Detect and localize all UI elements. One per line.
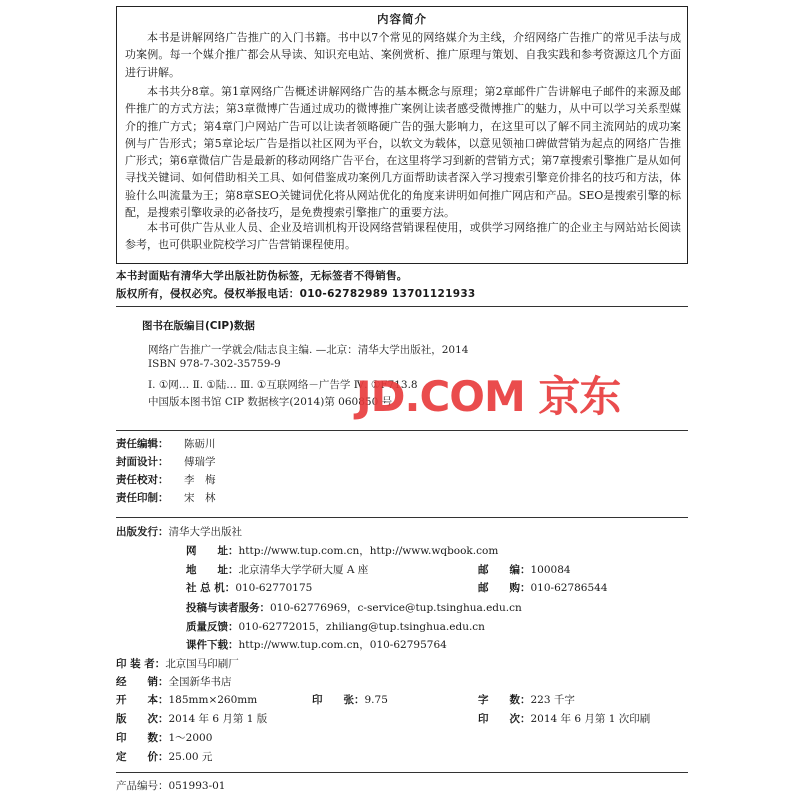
publisher-value: http://www.tup.com.cn，http://www.wqbook.com bbox=[238, 545, 499, 557]
production-label: 印 张： bbox=[312, 694, 365, 706]
divider bbox=[116, 772, 688, 773]
production-value: 223 千字 bbox=[530, 694, 575, 706]
publisher-label: 课件下载： bbox=[186, 639, 239, 651]
staff-label: 责任校对： bbox=[116, 474, 169, 486]
production-value: 2014 年 6 月第 1 版 bbox=[168, 713, 268, 725]
divider bbox=[116, 430, 688, 431]
publisher-value: 010-62776969，c-service@tup.tsinghua.edu.cn bbox=[270, 602, 522, 614]
staff-value: 宋 林 bbox=[184, 492, 216, 504]
publisher-issue bbox=[116, 524, 242, 539]
production-value: 185mm×260mm bbox=[168, 694, 258, 706]
publisher-label: 网 址： bbox=[186, 545, 239, 557]
publisher-label: 出版发行： bbox=[116, 526, 169, 538]
publisher-label: 投稿与读者服务： bbox=[186, 602, 270, 614]
copyright-notice: 版权所有，侵权必究。侵权举报电话：010-62782989 13701121933 bbox=[116, 288, 476, 300]
publisher-quality-feedback bbox=[186, 619, 485, 634]
staff-value: 陈砺川 bbox=[184, 438, 216, 450]
publisher-value: 010-62772015，zhiliang@tup.tsinghua.edu.cn bbox=[238, 621, 485, 633]
production-printing bbox=[478, 711, 650, 726]
staff-proofreader bbox=[116, 472, 216, 487]
publisher-label: 地 址： bbox=[186, 564, 239, 576]
product-code bbox=[116, 778, 226, 793]
cip-line-record: 中国版本图书馆 CIP 数据核字(2014)第 060850 号 bbox=[148, 396, 393, 408]
anti-counterfeit-notice: 本书封面贴有清华大学出版社防伪标签，无标签者不得销售。 bbox=[116, 270, 408, 282]
publisher-label: 邮 购： bbox=[478, 582, 531, 594]
product-code-label: 产品编号： bbox=[116, 780, 169, 792]
publisher-website bbox=[186, 543, 498, 558]
publisher-address bbox=[186, 562, 368, 577]
cip-title: 图书在版编目(CIP)数据 bbox=[142, 320, 255, 332]
publisher-label: 社 总 机： bbox=[186, 582, 236, 594]
production-format bbox=[116, 692, 257, 707]
cip-line-classification: Ⅰ. ①网… Ⅱ. ①陆… Ⅲ. ①互联网络－广告学 Ⅳ. ①F713.8 bbox=[148, 379, 418, 391]
summary-title: 内容简介 bbox=[377, 12, 427, 26]
publisher-label: 邮 编： bbox=[478, 564, 531, 576]
production-label: 开 本： bbox=[116, 694, 169, 706]
production-label: 字 数： bbox=[478, 694, 531, 706]
production-value: 25.00 元 bbox=[168, 751, 213, 763]
production-label: 经 销： bbox=[116, 676, 169, 688]
publisher-value: 010-62786544 bbox=[530, 582, 608, 594]
publisher-value: 北京清华大学学研大厦 A 座 bbox=[238, 564, 369, 576]
production-value: 2014 年 6 月第 1 次印刷 bbox=[530, 713, 651, 725]
publisher-switchboard bbox=[186, 580, 312, 595]
product-code-value: 051993-01 bbox=[168, 780, 226, 792]
summary-paragraph-1: 本书是讲解网络广告推广的入门书籍。书中以7个常见的网络媒介为主线，介绍网络广告推广的常见手法与成功案例。每一个媒介推广都会从导读、知识充电站、案例赏析、推广原理与策划、自我实践和参考资源这几个方面进行讲解。 bbox=[125, 31, 681, 79]
production-value: 北京国马印刷厂 bbox=[165, 658, 239, 670]
publisher-value: 100084 bbox=[530, 564, 571, 576]
summary-paragraph-3: 本书可供广告从业人员、企业及培训机构开设网络营销课程使用，或供学习网络推广的企业主与网站站长阅读参考，也可供职业院校学习广告营销课程使用。 bbox=[125, 221, 681, 252]
staff-value: 傅瑞学 bbox=[184, 456, 216, 468]
jd-watermark: JD.COM 京东 bbox=[356, 372, 621, 421]
publisher-value: http://www.tup.com.cn，010-62795764 bbox=[238, 639, 447, 651]
production-printer bbox=[116, 656, 239, 671]
production-label: 印 数： bbox=[116, 732, 169, 744]
production-price bbox=[116, 749, 212, 764]
publisher-value: 010-62770175 bbox=[235, 582, 313, 594]
production-label: 版 次： bbox=[116, 713, 169, 725]
summary-paragraph-2: 本书共分8章。第1章网络广告概述讲解网络广告的基本概念与原理；第2章邮件广告讲解电子邮件的来源及邮件推广的方式方法；第3章微博广告通过成功的微博推广案例让读者感受微博推广的魅力，从中可以学习关系型媒介的推广方式；第4章门户网站广告可以让读者领略硬广告的强大影响力，在这里可以了解不同主流网站的成功案例与广告形式；第5章论坛广告是指以社区网为平台，以软文为载体，以意见领袖口碑做营销为起点的网络广告推广形式；第6章微信广告是最新的移动网络广告平台，在这里将学习到新的营销方式；第7章搜索引擎推广是从如何寻找关键词、如何借助相关工具、如何借鉴成功案例几方面帮助读者深入学习搜索引擎竞价排名的技巧和方法，体验什么叫流量为王；第8章SEO关键词优化将从网站优化的角度来讲明如何推广网店和产品。SEO是搜索引擎的标配，是搜索引擎收录的必备技巧，是免费搜索引擎推广的重要方法。 bbox=[125, 85, 681, 220]
production-print-run bbox=[116, 730, 212, 745]
production-distributor bbox=[116, 674, 232, 689]
cip-line-isbn: ISBN 978-7-302-35759-9 bbox=[148, 358, 281, 370]
cip-line-title: 网络广告推广一学就会/陆志良主编. —北京：清华大学出版社，2014 bbox=[148, 344, 469, 356]
divider bbox=[116, 517, 688, 518]
production-value: 全国新华书店 bbox=[168, 676, 232, 688]
production-label: 定 价： bbox=[116, 751, 169, 763]
publisher-courseware bbox=[186, 637, 447, 652]
staff-print-manager bbox=[116, 490, 216, 505]
publisher-value: 清华大学出版社 bbox=[168, 526, 242, 538]
staff-label: 责任印制： bbox=[116, 492, 169, 504]
production-label: 印 装 者： bbox=[116, 658, 166, 670]
production-value: 9.75 bbox=[364, 694, 388, 706]
production-sheets bbox=[312, 692, 388, 707]
publisher-label: 质量反馈： bbox=[186, 621, 239, 633]
production-edition bbox=[116, 711, 267, 726]
staff-editor bbox=[116, 436, 216, 451]
publisher-zipcode bbox=[478, 562, 571, 577]
staff-value: 李 梅 bbox=[184, 474, 216, 486]
summary-box bbox=[116, 6, 688, 264]
publisher-submission bbox=[186, 600, 522, 615]
staff-cover-design bbox=[116, 454, 216, 469]
production-value: 1～2000 bbox=[168, 732, 213, 744]
staff-label: 责任编辑： bbox=[116, 438, 169, 450]
publisher-mail-order bbox=[478, 580, 608, 595]
production-word-count bbox=[478, 692, 575, 707]
staff-label: 封面设计： bbox=[116, 456, 169, 468]
production-label: 印 次： bbox=[478, 713, 531, 725]
divider bbox=[116, 306, 688, 307]
